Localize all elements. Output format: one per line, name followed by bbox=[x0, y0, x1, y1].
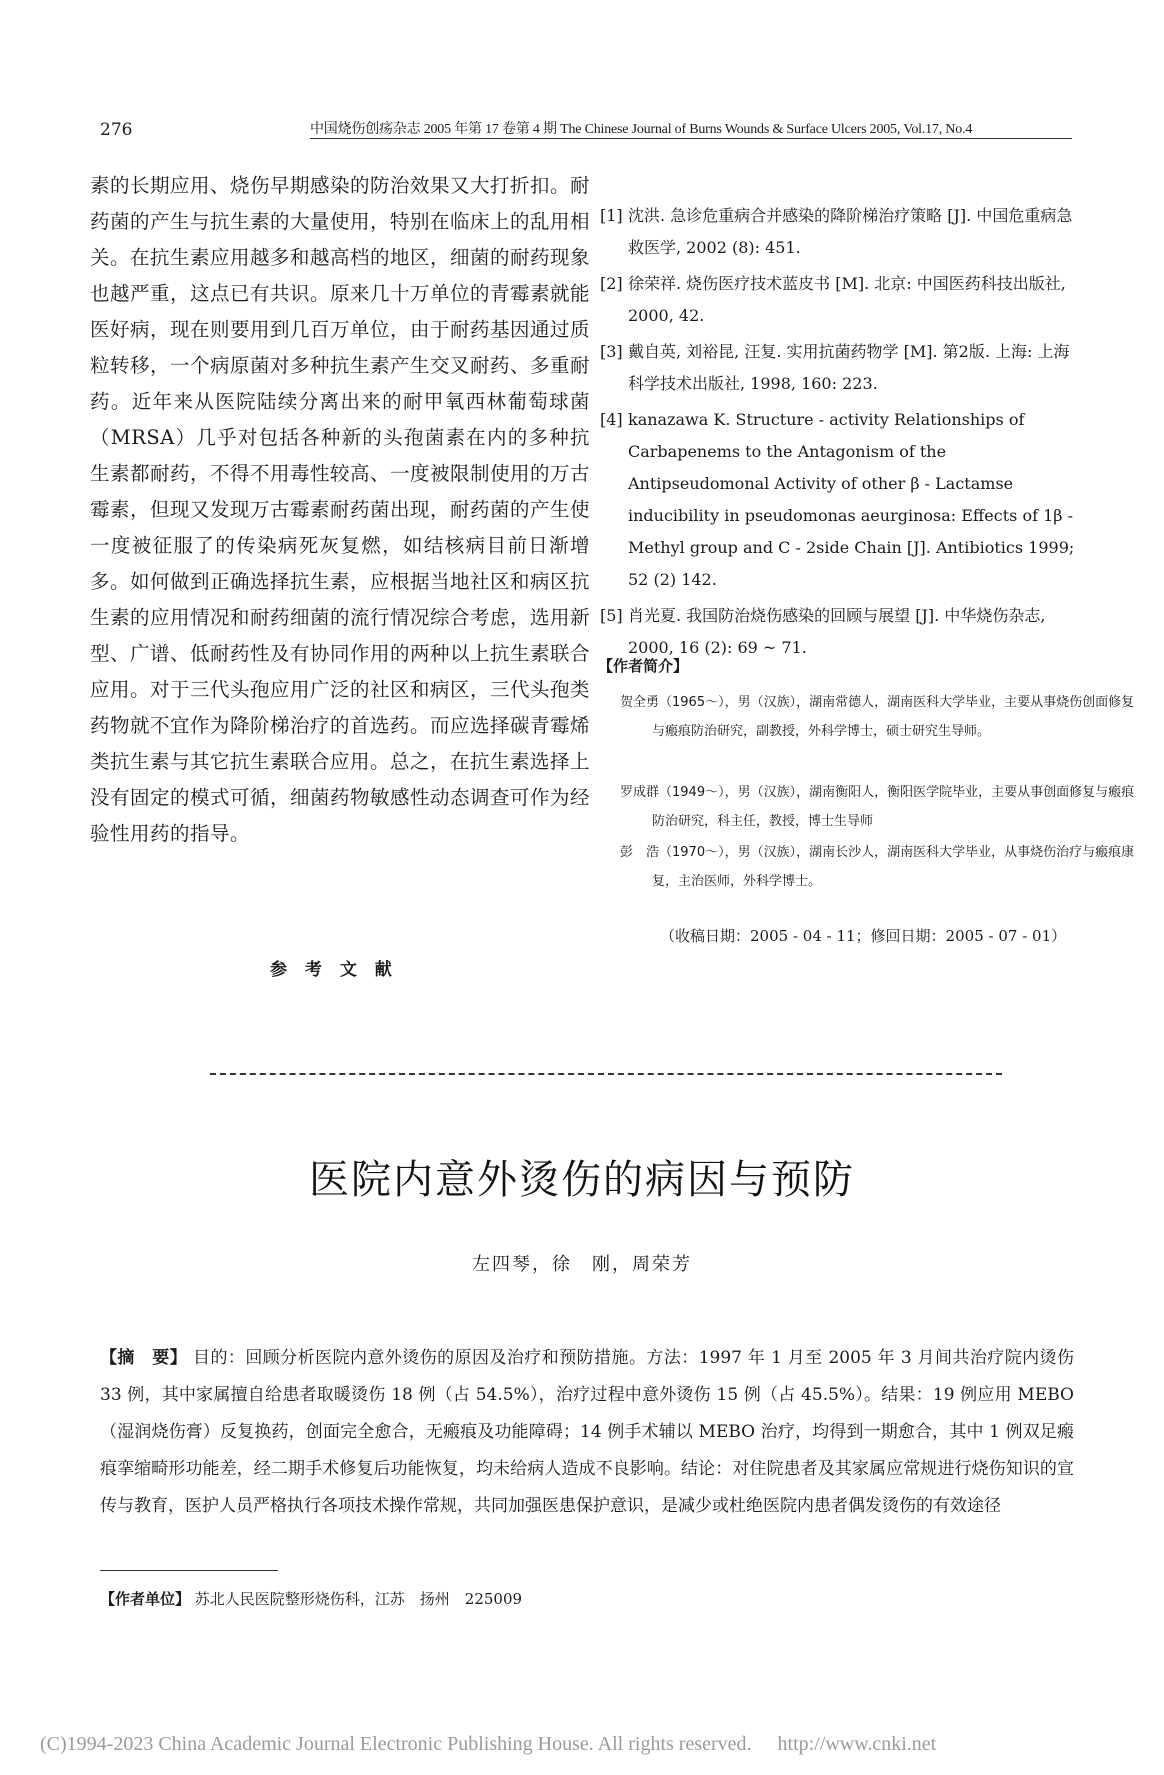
abstract bbox=[100, 1340, 1074, 1525]
header-rule bbox=[310, 138, 1072, 139]
reference-item bbox=[600, 336, 1078, 400]
reference-label: [3] bbox=[600, 342, 623, 361]
reference-item bbox=[600, 200, 1078, 264]
article-title: 医院内意外烫伤的病因与预防 bbox=[309, 1157, 855, 1203]
author-bio: 贺全勇（1965～），男（汉族），湖南常德人，湖南医科大学毕业，主要从事烧伤创面修复与瘢痕防治研究，副教授，外科学博士，硕士研究生导师。 bbox=[620, 695, 1135, 739]
reference-text: kanazawa K. Structure - activity Relationships of Carbapenems to the Antagonism of the Antipseudomonal Activity of other β - Lactamse inducibility in pseudomonas aeurginosa: Effects of 1β - Methyl group and C - 2side Chain [J]. Antibiotics 1999; 52 (2) 142. bbox=[628, 410, 1075, 589]
copyright-footer bbox=[40, 1733, 1120, 1756]
received-date: （收稿日期：2005 - 04 - 11；修回日期：2005 - 07 - 01） bbox=[660, 927, 1067, 945]
abstract-label: 【摘 要】 bbox=[100, 1348, 188, 1368]
author-bio: 罗成群（1949～），男（汉族），湖南衡阳人，衡阳医学院毕业，主要从事创面修复与瘢痕防治研究，科主任，教授，博士生导师 bbox=[620, 785, 1135, 829]
reference-text: 戴自英, 刘裕昆, 汪复. 实用抗菌药物学 [M]. 第2版. 上海: 上海科学技术出版社, 1998, 160: 223. bbox=[628, 342, 1070, 393]
article-authors: 左四琴，徐 刚，周荣芳 bbox=[472, 1254, 692, 1275]
author-bio: 彭 浩（1970～），男（汉族），湖南长沙人，湖南医科大学毕业，从事烧伤治疗与瘢痕康复，主治医师，外科学博士。 bbox=[620, 845, 1135, 889]
reference-text: 徐荣祥. 烧伤医疗技术蓝皮书 [M]. 北京: 中国医药科技出版社, 2000, 42. bbox=[628, 274, 1066, 325]
reference-text: 沈洪. 急诊危重病合并感染的降阶梯治疗策略 [J]. 中国危重病急救医学, 2002 (8): 451. bbox=[628, 206, 1073, 257]
footnote-rule bbox=[100, 1570, 278, 1571]
reference-label: [4] bbox=[600, 410, 623, 429]
running-header: 中国烧伤创疡杂志 2005 年第 17 卷第 4 期 The Chinese Journal of Burns Wounds & Surface Ulcers 2005, Vol.17, No.4 bbox=[310, 122, 973, 137]
affiliation bbox=[100, 1588, 522, 1609]
reference-item bbox=[600, 404, 1078, 596]
reference-text: 肖光夏. 我国防治烧伤感染的回顾与展望 [J]. 中华烧伤杂志, 2000, 16 (2): 69 ~ 71. bbox=[628, 606, 1046, 657]
author-info-heading: 【作者简介】 bbox=[598, 657, 689, 675]
section-divider bbox=[210, 1073, 1002, 1075]
references-heading: 参 考 文 献 bbox=[270, 960, 398, 980]
abstract-text: 目的：回顾分析医院内意外烫伤的原因及治疗和预防措施。方法：1997 年 1 月至 2005 年 3 月间共治疗院内烫伤 33 例，其中家属擅自给患者取暖烫伤 18 例（占 54.5%），治疗过程中意外烫伤 15 例（占 45.5%）。结果：19 例应用 MEBO（湿润烧伤膏）反复换药，创面完全愈合，无瘢痕及功能障碍；14 例手术辅以 MEBO 治疗，均得到一期愈合，其中 1 例双足瘢痕挛缩畸形功能差，经二期手术修复后功能恢复，均未给病人造成不良影响。结论：对住院患者及其家属应常规进行烧伤知识的宣传与教育，医护人员严格执行各项技术操作常规，共同加强医患保护意识，是减少或杜绝医院内患者偶发烫伤的有效途径 bbox=[100, 1348, 1075, 1516]
reference-label: [1] bbox=[600, 206, 623, 225]
copyright-text: (C)1994-2023 China Academic Journal Electronic Publishing House. All rights reserved. bbox=[40, 1733, 752, 1755]
page-number: 276 bbox=[100, 120, 133, 140]
affiliation-text: 苏北人民医院整形烧伤科，江苏 扬州 225009 bbox=[194, 1590, 523, 1608]
affiliation-label: 【作者单位】 bbox=[100, 1590, 191, 1608]
footer-url[interactable]: http://www.cnki.net bbox=[777, 1733, 937, 1755]
reference-label: [5] bbox=[600, 606, 623, 625]
reference-list bbox=[600, 200, 1078, 668]
body-text: 素的长期应用、烧伤早期感染的防治效果又大打折扣。耐药菌的产生与抗生素的大量使用，特别在临床上的乱用相关。在抗生素应用越多和越高档的地区，细菌的耐药现象也越严重，这点已有共识。原来几十万单位的青霉素就能医好病，现在则要用到几百万单位，由于耐药基因通过质粒转移，一个病原菌对多种抗生素产生交叉耐药、多重耐药。近年来从医院陆续分离出来的耐甲氧西林葡萄球菌（MRSA）几乎对包括各种新的头孢菌素在内的多种抗生素都耐药，不得不用毒性较高、一度被限制使用的万古霉素，但现又发现万古霉素耐药菌出现，耐药菌的产生使一度被征服了的传染病死灰复燃，如结核病目前日渐增多。如何做到正确选择抗生素，应根据当地社区和病区抗生素的应用情况和耐药细菌的流行情况综合考虑，选用新型、广谱、低耐药性及有协同作用的两种以上抗生素联合应用。对于三代头孢应用广泛的社区和病区，三代头孢类药物就不宜作为降阶梯治疗的首选药。而应选择碳青霉烯类抗生素与其它抗生素联合应用。总之，在抗生素选择上没有固定的模式可循，细菌药物敏感性动态调查可作为经验性用药的指导。 bbox=[90, 174, 591, 845]
reference-label: [2] bbox=[600, 274, 623, 293]
reference-item bbox=[600, 268, 1078, 332]
